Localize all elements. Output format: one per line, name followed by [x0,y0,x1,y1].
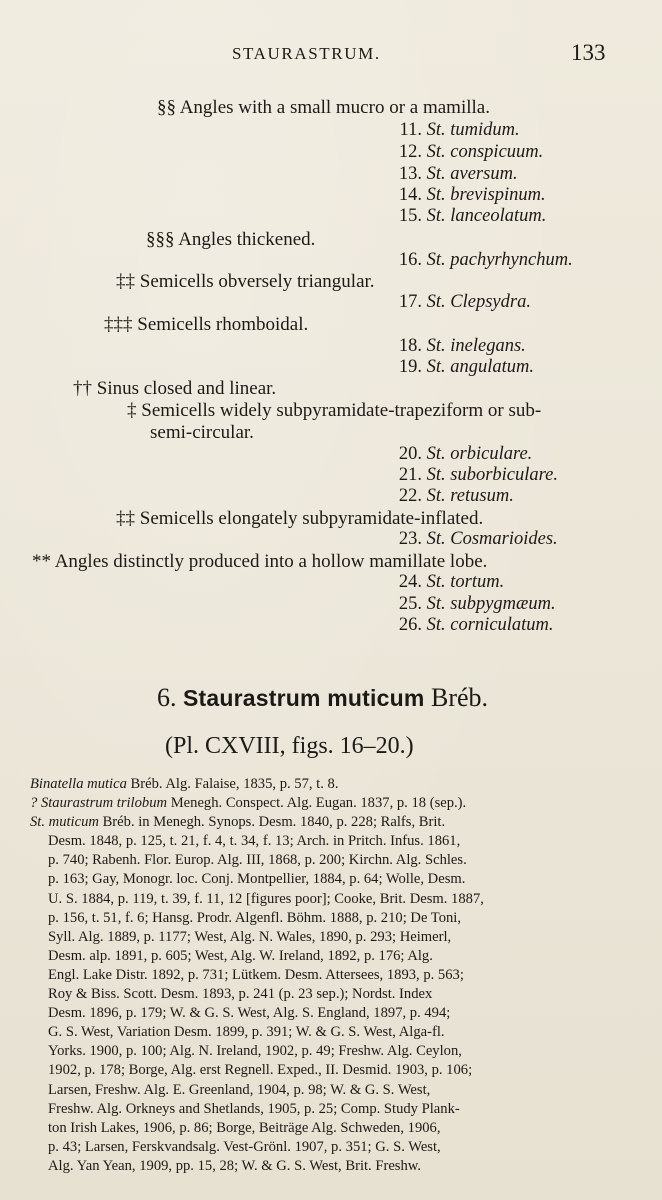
species-number: 23. [398,529,422,549]
key-text: Semicells obversely triangular. [139,271,375,292]
species-number: 19. [398,357,422,377]
key-couplet [104,314,308,336]
key-species [384,357,534,378]
plate-reference: (Pl. CXVIII, figs. 16–20.) [165,733,414,759]
species-name: St. retusum. [426,486,514,506]
species-number: 15. [398,206,422,226]
page-number: 133 [571,40,606,65]
species-number: 14. [398,185,422,205]
reference-line: St. muticum Bréb. in Menegh. Synops. Desm. 1840, p. 228; Ralfs, Brit. [30,814,446,831]
key-symbol: ‡‡ [116,271,135,292]
key-couplet [32,551,487,573]
species-number: 24. [398,572,422,592]
taxon-name: St. muticum [30,814,99,831]
key-species [384,206,546,227]
reference-line: U. S. 1884, p. 119, t. 39, f. 11, 12 [figures poor]; Cooke, Brit. Desm. 1887, [48,890,484,907]
reference-line: p. 156, t. 51, f. 6; Hansg. Prodr. Algenfl. Böhm. 1888, p. 210; De Toni, [48,909,461,926]
species-name: St. aversum. [426,164,518,184]
key-species [384,185,546,206]
reference-line: p. 43; Larsen, Ferskvandsalg. Vest-Grönl. 1907, p. 351; G. S. West, [48,1138,441,1155]
species-name: St. orbiculare. [426,444,533,464]
reference-line: Freshw. Alg. Orkneys and Shetlands, 1905, p. 25; Comp. Study Plank- [48,1100,460,1117]
species-name: St. brevispinum. [426,185,546,205]
key-species [384,572,504,593]
key-symbol: †† [73,378,92,399]
species-number: 26. [398,615,422,635]
reference-line: Alg. Yan Yean, 1909, pp. 15, 28; W. & G. S. West, Brit. Freshw. [48,1157,422,1174]
species-name: St. tumidum. [426,120,520,140]
key-species [384,486,514,507]
species-name: St. subpygmæum. [426,594,556,614]
species-name: St. corniculatum. [426,615,554,635]
key-symbol: §§§ [146,229,175,250]
key-text: Semicells widely subpyramidate-trapeziform or sub- [141,400,542,421]
key-couplet [127,400,541,422]
key-text: Angles distinctly produced into a hollow mamillate lobe. [54,551,488,572]
key-couplet [116,508,483,530]
key-symbol: §§ [157,97,176,118]
key-text: Semicells rhomboidal. [137,314,309,335]
key-species [384,120,520,141]
species-name: St. pachyrhynchum. [426,250,573,270]
reference-line: p. 163; Gay, Monogr. loc. Conj. Montpellier, 1884, p. 64; Wolle, Desm. [48,871,466,888]
reference-line: p. 740; Rabenh. Flor. Europ. Alg. III, 1868, p. 200; Kirchn. Alg. Schles. [48,852,467,869]
reference-line: Engl. Lake Distr. 1892, p. 731; Lütkem. Desm. Attersees, 1893, p. 563; [48,966,464,983]
species-number: 21. [398,465,422,485]
species-number: 17. [398,292,422,312]
reference-line: Desm. 1896, p. 179; W. & G. S. West, Alg. S. England, 1897, p. 494; [48,1005,451,1022]
key-species [384,250,573,271]
key-couplet [116,271,375,293]
species-number: 20. [398,444,422,464]
species-number: 16. [398,250,422,270]
species-heading-author: Bréb. [431,683,489,712]
key-species [384,615,554,636]
key-couplet [146,229,315,251]
synonymy-references [30,775,636,1176]
key-symbol: ** [32,551,51,572]
species-name: St. inelegans. [426,336,526,356]
key-species [384,529,558,550]
species-heading-number: 6. [157,683,177,712]
key-species [384,465,558,486]
key-text: Semicells elongately subpyramidate-inflated. [139,508,484,529]
key-text: Angles with a small mucro or a mamilla. [179,97,490,118]
key-species [384,142,543,163]
reference-line: Larsen, Freshw. Alg. E. Greenland, 1904, p. 98; W. & G. S. West, [48,1081,431,1098]
species-number: 18. [398,336,422,356]
species-heading [157,683,488,713]
key-symbol: ‡‡ [116,508,135,529]
reference-line: Binatella mutica Bréb. Alg. Falaise, 1835, p. 57, t. 8. [30,776,339,792]
species-name: St. angulatum. [426,357,535,377]
key-continuation [150,422,254,444]
species-name: St. suborbiculare. [426,465,559,485]
running-head: STAURASTRUM. [232,44,381,63]
species-heading-name: Staurastrum muticum [183,685,425,711]
reference-line: Desm. 1848, p. 125, t. 21, f. 4, t. 34, f. 13; Arch. in Pritch. Infus. 1861, [48,833,461,850]
species-name: St. Clepsydra. [426,292,531,312]
key-species [384,594,556,615]
reference-line: 1902, p. 178; Borge, Alg. erst Regnell. Exped., II. Desmid. 1903, p. 106; [48,1062,473,1079]
species-number: 13. [398,164,422,184]
key-symbol: ‡‡‡ [104,314,133,335]
taxon-name: Binatella mutica [30,776,127,792]
species-name: St. conspicuum. [426,142,544,162]
reference-line: G. S. West, Variation Desm. 1899, p. 391; W. & G. S. West, Alga-fl. [48,1024,445,1041]
species-number: 11. [399,120,422,140]
reference-line: ? Staurastrum trilobum Menegh. Conspect. Alg. Eugan. 1837, p. 18 (sep.). [30,795,467,812]
species-number: 22. [398,486,422,506]
key-text: semi-circular. [150,422,254,443]
taxon-name: ? Staurastrum trilobum [30,795,168,812]
key-text: Angles thickened. [178,229,316,250]
key-species [384,292,531,313]
key-species [384,336,526,357]
key-couplet [73,378,276,400]
species-name: St. tortum. [426,572,505,592]
key-couplet [157,97,490,119]
reference-line: Roy & Biss. Scott. Desm. 1893, p. 241 (p. 23 sep.); Nordst. Index [48,986,433,1003]
key-species [384,164,518,185]
species-number: 25. [398,594,422,614]
reference-line: Desm. alp. 1891, p. 605; West, Alg. W. Ireland, 1892, p. 176; Alg. [48,947,433,964]
reference-line: Yorks. 1900, p. 100; Alg. N. Ireland, 1902, p. 49; Freshw. Alg. Ceylon, [48,1043,462,1060]
key-text: Sinus closed and linear. [96,378,277,399]
key-symbol: ‡ [127,400,137,421]
key-species [384,444,532,465]
reference-line: ton Irish Lakes, 1906, p. 86; Borge, Beiträge Alg. Schweden, 1906, [48,1119,441,1136]
reference-line: Syll. Alg. 1889, p. 1177; West, Alg. N. Wales, 1890, p. 293; Heimerl, [48,928,452,945]
species-name: St. lanceolatum. [426,206,547,226]
species-name: St. Cosmarioides. [426,529,558,549]
species-number: 12. [398,142,422,162]
